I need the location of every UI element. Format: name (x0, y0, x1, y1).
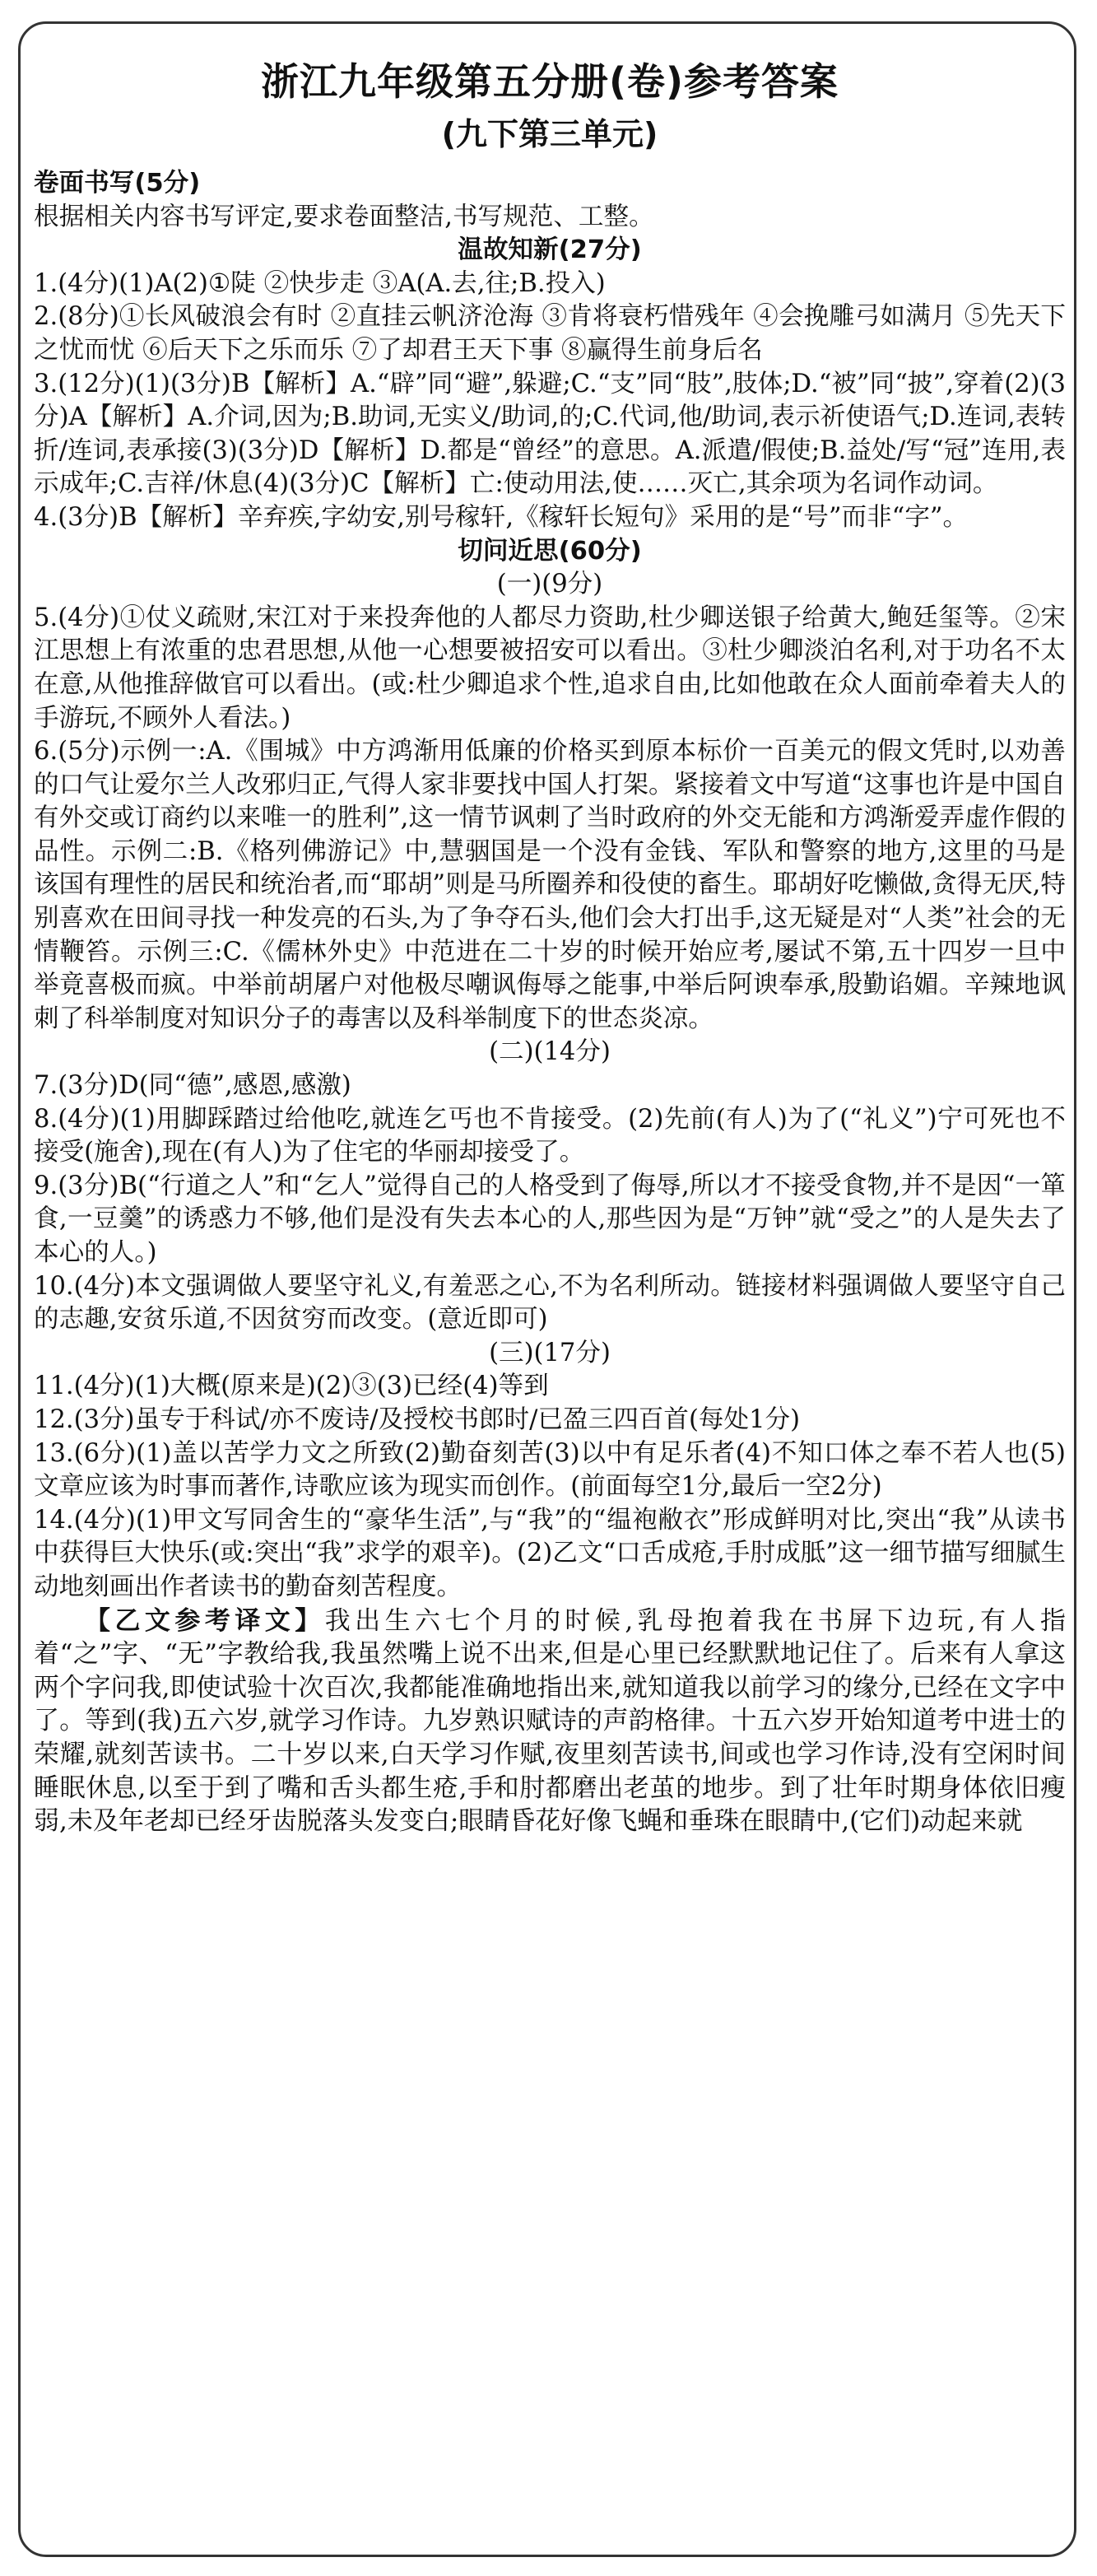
answer-q4: 4.(3分)B【解析】辛弃疾,字幼安,别号稼轩,《稼轩长短句》采用的是“号”而非“字”。 (34, 502, 969, 532)
answer-q1: 1.(4分)(1)A(2)①陡 ②快步走 ③A(A.去,往;B.投入) (34, 268, 606, 298)
writing-heading: 卷面书写(5分) (34, 169, 201, 198)
part2-heading: 切问近思(60分) (458, 536, 642, 566)
writing-text: 根据相关内容书写评定,要求卷面整洁,书写规范、工整。 (34, 202, 654, 231)
section1-heading: (一)(9分) (496, 570, 603, 599)
section2-heading: (二)(14分) (489, 1037, 611, 1067)
section3-heading: (三)(17分) (489, 1338, 611, 1367)
translation-label: 【乙文参考译文】 (85, 1605, 325, 1636)
answer-page (18, 21, 1076, 2557)
answer-q9: 9.(3分)B(“行道之人”和“乞人”觉得自己的人格受到了侮辱,所以才不接受食物,并不是因“一箪食,一豆羹”的诱惑力不够,他们是没有失去本心的人,那些因为是“万钟”就“受之”的人是失去了本心的人。) (34, 1171, 1066, 1267)
answer-q3: 3.(12分)(1)(3分)B【解析】A.“辟”同“避”,躲避;C.“支”同“肢”,肢体;D.“被”同“披”,穿着(2)(3分)A【解析】A.介词,因为;B.助词,无实义/助词,的;C.代词,他/助词,表示祈使语气;D.连词,表转折/连词,表承接(3)(3分)D【解析】D.都是“曾经”的意思。A.派遣/假使;B.益处/写“冠”连用,表示成年;C.吉祥/休息(4)(3分)C【解析】亡:使动用法,使……灭亡,其余项为名词作动词。 (34, 369, 1066, 499)
answer-q12: 12.(3分)虽专于科试/亦不废诗/及授校书郎时/已盈三四百首(每处1分) (34, 1404, 801, 1434)
answer-q6: 6.(5分)示例一:A.《围城》中方鸿渐用低廉的价格买到原本标价一百美元的假文凭时,以劝善的口气让爱尔兰人改邪归正,气得人家非要找中国人打架。紧接着文中写道“这事也许是中国自有外交或订商约以来唯一的胜利”,这一情节讽刺了当时政府的外交无能和方鸿渐爱弄虚作假的品性。示例二:B.《格列佛游记》中,慧骃国是一个没有金钱、军队和警察的地方,这里的马是该国有理性的居民和统治者,而“耶胡”则是马所圈养和役使的畜生。耶胡好吃懒做,贪得无厌,特别喜欢在田间寻找一种发亮的石头,为了争夺石头,他们会大打出手,这无疑是对“人类”社会的无情鞭笞。示例三:C.《儒林外史》中范进在二十岁的时候开始应考,屡试不第,五十四岁一旦中举竟喜极而疯。中举前胡屠户对他极尽嘲讽侮辱之能事,中举后阿谀奉承,殷勤谄媚。辛辣地讽刺了科举制度对知识分子的毒害以及科举制度下的世态炎凉。 (34, 737, 1066, 1033)
answer-q8: 8.(4分)(1)用脚踩踏过给他吃,就连乞丐也不肯接受。(2)先前(有人)为了(“礼义”)宁可死也不接受(施舍),现在(有人)为了住宅的华丽却接受了。 (34, 1104, 1066, 1167)
page-title: 浙江九年级第五分册(卷)参考答案 (260, 59, 839, 104)
answer-q13: 13.(6分)(1)盖以苦学力文之所致(2)勤奋刻苦(3)以中有足乐者(4)不知口体之奉不若人也(5)文章应该为时事而著作,诗歌应该为现实而创作。(前面每空1分,最后一空2分) (34, 1438, 1066, 1502)
answer-q2: 2.(8分)①长风破浪会有时 ②直挂云帆济沧海 ③肯将衰朽惜残年 ④会挽雕弓如满月 ⑤先天下之忧而忧 ⑥后天下之乐而乐 ⑦了却君王天下事 ⑧赢得生前身后名 (34, 302, 1066, 365)
translation-paragraph (34, 1605, 1066, 1838)
answer-q14: 14.(4分)(1)甲文写同舍生的“豪华生活”,与“我”的“缊袍敝衣”形成鲜明对比,突出“我”从读书中获得巨大快乐(或:突出“我”求学的艰辛)。(2)乙文“口舌成疮,手肘成胝”这一细节描写细腻生动地刻画出作者读书的勤奋刻苦程度。 (34, 1505, 1066, 1601)
answer-q11: 11.(4分)(1)大概(原来是)(2)③(3)已经(4)等到 (34, 1372, 549, 1401)
translation-text: 我出生六七个月的时候,乳母抱着我在书屏下边玩,有人指着“之”字、“无”字教给我,我虽然嘴上说不出来,但是心里已经默默地记住了。后来有人拿这两个字问我,即使试验十次百次,我都能准确地指出来,就知道我以前学习的缘分,已经在文字中了。等到(我)五六岁,就学习作诗。九岁熟识赋诗的声韵格律。十五六岁开始知道考中进士的荣耀,就刻苦读书。二十岁以来,白天学习作赋,夜里刻苦读书,间或也学习作诗,没有空闲时间睡眠休息,以至于到了嘴和舌头都生疮,手和肘都磨出老茧的地步。到了壮年时期身体依旧瘦弱,未及年老却已经牙齿脱落头发变白;眼睛昏花好像飞蝇和垂珠在眼睛中,(它们)动起来就 (34, 1605, 1067, 1837)
answer-q10: 10.(4分)本文强调做人要坚守礼义,有羞恶之心,不为名利所动。链接材料强调做人要坚守自己的志趣,安贫乐道,不因贫穷而改变。(意近即可) (34, 1271, 1066, 1335)
page-content (34, 57, 1066, 1838)
part1-heading: 温故知新(27分) (458, 235, 642, 265)
answer-q5: 5.(4分)①仗义疏财,宋江对于来投奔他的人都尽力资助,杜少卿送银子给黄大,鲍廷玺等。②宋江思想上有浓重的忠君思想,从他一心想要被招安可以看出。③杜少卿淡泊名利,对于功名不太在意,从他推辞做官可以看出。(或:杜少卿追求个性,追求自由,比如他敢在众人面前牵着夫人的手游玩,不顾外人看法。) (34, 603, 1066, 733)
answer-q7: 7.(3分)D(同“德”,感恩,感激) (34, 1071, 351, 1101)
page-subtitle: (九下第三单元) (441, 116, 658, 152)
